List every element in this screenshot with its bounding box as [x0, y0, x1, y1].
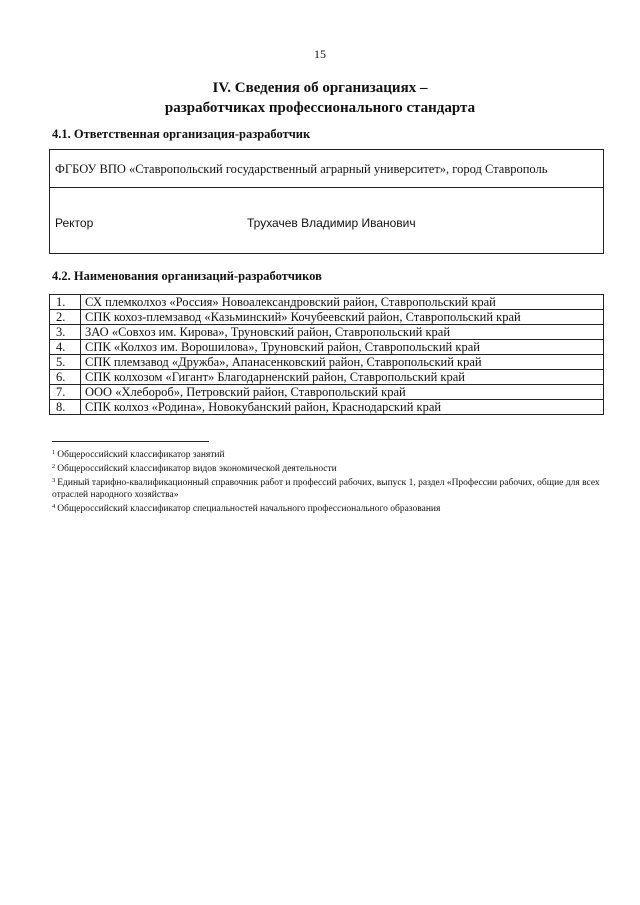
table-row	[50, 310, 604, 325]
table-row	[50, 385, 604, 400]
table-row	[50, 340, 604, 355]
row-number: 2.	[50, 310, 81, 325]
footnote-mark: 4	[52, 503, 56, 510]
footnote-text: Общероссийский классификатор видов экономической деятельности	[57, 464, 337, 474]
developer-orgs-heading: 4.2. Наименования организаций-разработчиков	[52, 269, 322, 283]
responsible-org-heading: 4.1. Ответственная организация-разработчик	[52, 127, 311, 141]
footnotes	[52, 447, 604, 515]
developer-orgs-table	[49, 294, 604, 415]
footnote	[52, 461, 604, 475]
section-title-line-2: разработчиках профессионального стандарта	[164, 100, 476, 116]
table-row	[50, 295, 604, 310]
footnote-text: Единый тарифно-квалификационный справочник работ и профессий рабочих, выпуск 1, раздел «Профессии рабочих, общие для всех отраслей народного хозяйства»	[52, 478, 600, 500]
org-name: ЗАО «Совхоз им. Кирова», Труновский район, Ставропольский край	[81, 325, 604, 340]
row-number: 4.	[50, 340, 81, 355]
footnote	[52, 501, 604, 515]
row-number: 1.	[50, 295, 81, 310]
org-name: ООО «Хлебороб», Петровский район, Ставропольский край	[81, 385, 604, 400]
page-number: 15	[314, 47, 326, 61]
footnote-text: Общероссийский классификатор занятий	[57, 450, 225, 460]
org-name: СПК колхозом «Гигант» Благодарненский район, Ставропольский край	[81, 370, 604, 385]
org-name: СПК колхоз «Родина», Новокубанский район, Краснодарский край	[81, 400, 604, 415]
section-title	[0, 78, 640, 118]
row-number: 5.	[50, 355, 81, 370]
table-row	[50, 400, 604, 415]
section-title-line-1: IV. Сведения об организациях –	[212, 80, 428, 96]
row-number: 6.	[50, 370, 81, 385]
responsible-org-name: ФГБОУ ВПО «Ставропольский государственный аграрный университет», город Ставрополь	[50, 150, 603, 188]
responsible-person-role: Ректор	[55, 216, 94, 230]
footnote-separator	[52, 441, 209, 442]
org-name: СПК племзавод «Дружба», Апанасенковский район, Ставропольский край	[81, 355, 604, 370]
row-number: 3.	[50, 325, 81, 340]
org-name: СПК кохоз-племзавод «Казьминский» Кочубеевский район, Ставропольский край	[81, 310, 604, 325]
footnote-mark: 3	[52, 477, 56, 484]
table-row	[50, 370, 604, 385]
footnote-text: Общероссийский классификатор специальностей начального профессионального образования	[57, 504, 441, 514]
responsible-person-name: Трухачев Владимир Иванович	[247, 216, 416, 230]
org-name: СХ племколхоз «Россия» Новоалександровский район, Ставропольский край	[81, 295, 604, 310]
footnote	[52, 447, 604, 461]
table-row	[50, 355, 604, 370]
org-name: СПК «Колхоз им. Ворошилова», Труновский район, Ставропольский край	[81, 340, 604, 355]
row-number: 7.	[50, 385, 81, 400]
row-number: 8.	[50, 400, 81, 415]
footnote	[52, 475, 604, 501]
table-row	[50, 325, 604, 340]
footnote-mark: 2	[52, 463, 56, 470]
responsible-org-box	[49, 149, 604, 254]
footnote-mark: 1	[52, 449, 56, 456]
